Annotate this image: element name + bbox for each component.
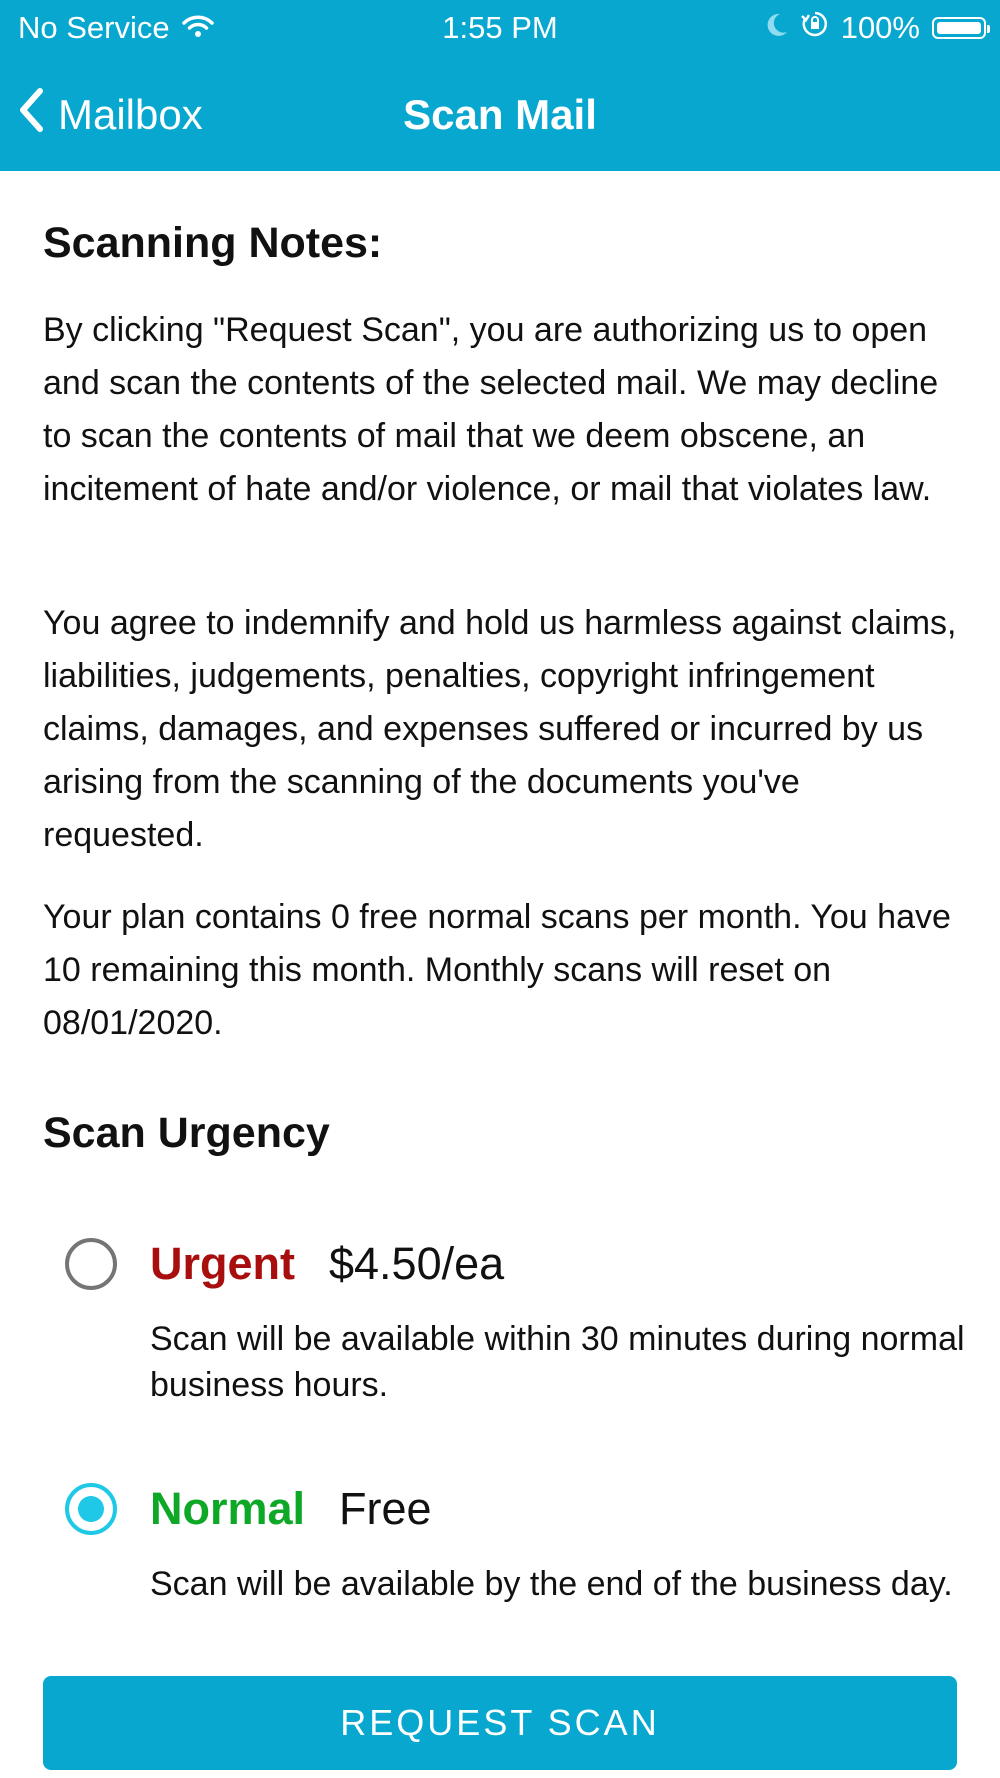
urgent-description: Scan will be available within 30 minutes during normal business hours.	[150, 1320, 965, 1404]
normal-price: Free	[339, 1483, 432, 1534]
urgent-label: Urgent	[150, 1238, 295, 1289]
urgent-price: $4.50/ea	[329, 1238, 505, 1289]
urgent-radio-button[interactable]	[65, 1238, 117, 1290]
normal-description: Scan will be available by the end of the business day.	[150, 1565, 953, 1603]
navigation-bar	[0, 80, 1000, 150]
request-scan-button[interactable]: REQUEST SCAN	[43, 1676, 957, 1770]
normal-radio-button[interactable]	[65, 1483, 117, 1535]
moon-icon	[765, 6, 789, 50]
battery-icon	[932, 17, 986, 39]
notes-paragraph-authorization: By clicking "Request Scan", you are authorizing us to open and scan the contents of the selected mail. We may decline to scan the contents of mail that we deem obscene, an incitement of hate and/or violence, or mail that violates law.	[43, 311, 939, 508]
normal-label: Normal	[150, 1483, 306, 1534]
scanning-notes-heading: Scanning Notes:	[43, 219, 383, 267]
page-title: Scan Mail	[403, 91, 597, 138]
battery-percent: 100%	[840, 10, 920, 45]
status-bar	[0, 6, 1000, 50]
app-header	[0, 0, 1000, 171]
orientation-lock-icon	[801, 6, 829, 50]
notes-paragraph-plan: Your plan contains 0 free normal scans per month. You have 10 remaining this month. Monthly scans will reset on 08/01/2020.	[43, 898, 951, 1042]
notes-paragraph-indemnity: You agree to indemnify and hold us harmless against claims, liabilities, judgements, penalties, copyright infringement claims, damages, and expenses suffered or incurred by us arising from the scanning of the documents you've requested.	[43, 604, 957, 854]
clock: 1:55 PM	[442, 10, 558, 45]
scan-urgency-heading: Scan Urgency	[43, 1109, 330, 1157]
carrier-label: No Service	[18, 10, 170, 45]
back-label: Mailbox	[58, 91, 203, 138]
